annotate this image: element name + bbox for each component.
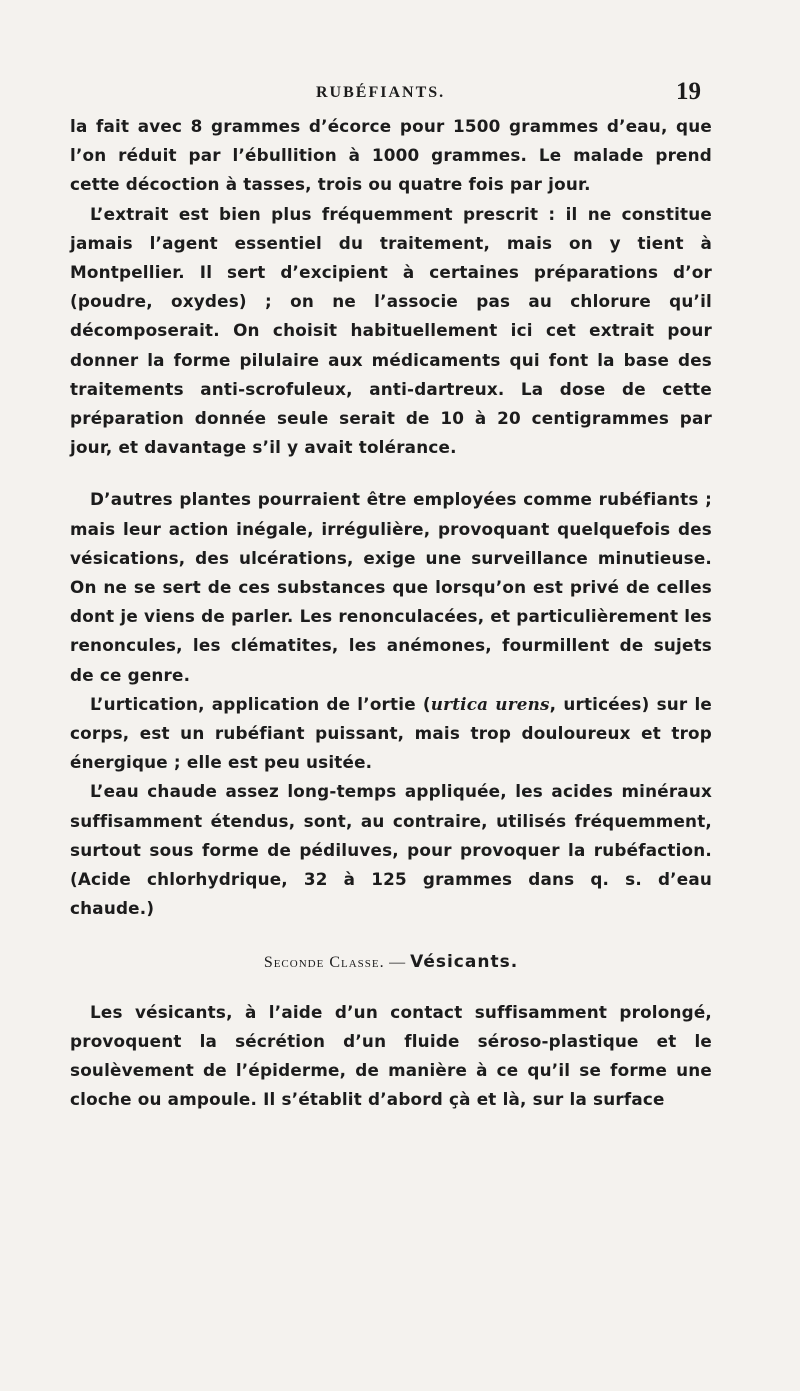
section-spacer-bottom [70,978,712,998]
paragraph-4 [70,690,712,778]
running-head [0,78,800,108]
paragraph-6: Les vésicants, à l’aide d’un contact suffisamment prolongé, provoquent la sécrétion d’un fluide séroso-plastique et le soulèvement de l’épiderme, de manière à ce qu’il se forme une cloche ou ampoule. Il s’établit d’abord çà et là, sur la surface [70,1001,712,1110]
running-title: RUBÉFIANTS. [316,84,446,101]
section-title: Vésicants. [410,952,519,973]
paragraph-4-start: L’urtication, application de l’ortie ( [90,693,431,714]
paragraph-4-end: , urticées) sur le corps, est un rubéfiant puissant, mais trop douloureux et trop énergique ; elle est peu usitée. [70,693,712,773]
section-dash: — [384,954,411,972]
paragraph-4-latin-name: urtica urens [430,693,550,714]
paragraph-5: L’eau chaude assez long-temps appliquée, les acides minéraux suffisamment étendus, sont, au contraire, utilisés fréquemment, surtout sous forme de pédiluves, pour provoquer la rubéfaction. (Acide chlorhydrique, 32 à 125 grammes dans q. s. d’eau chaude.) [70,781,712,919]
paragraph-2: L’extrait est bien plus fréquemment prescrit : il ne constitue jamais l’agent essentiel du traitement, mais on y tient à Montpellier. Il sert d’excipient à certaines préparations d’or (poudre, oxydes) ; on ne l’associe pas au chlorure qu’il décomposerait. On choisit habituellement ici cet extrait pour donner la forme pilulaire aux médicaments qui font la base des traitements anti-scrofuleux, anti-dartreux. La dose de cette préparation donnée seule serait de 10 à 20 centigrammes par jour, et davantage s’il y avait tolérance. [70,203,712,458]
section-heading [70,948,712,977]
section-spacer-top [70,923,712,948]
paragraph-3: D’autres plantes pourraient être employées comme rubéfiants ; mais leur action inégale, irrégulière, provoquant quelquefois des vésications, des ulcérations, exige une surveillance minutieuse. On ne se sert de ces substances que lorsqu’on est privé de celles dont je viens de parler. Les renonculacées, et particulièrement les renoncules, les clématites, les anémones, fourmillent de sujets de ce genre. [70,489,712,685]
paragraph-spacer [70,462,712,485]
body-text [70,112,712,1115]
page-number: 19 [676,78,701,105]
paragraph-1: la fait avec 8 grammes d’écorce pour 1500 grammes d’eau, que l’on réduit par l’ébullition à 1000 grammes. Le malade prend cette décoction à tasses, trois ou quatre fois par jour. [70,116,712,195]
section-class-label: Seconde Classe. [263,954,385,972]
